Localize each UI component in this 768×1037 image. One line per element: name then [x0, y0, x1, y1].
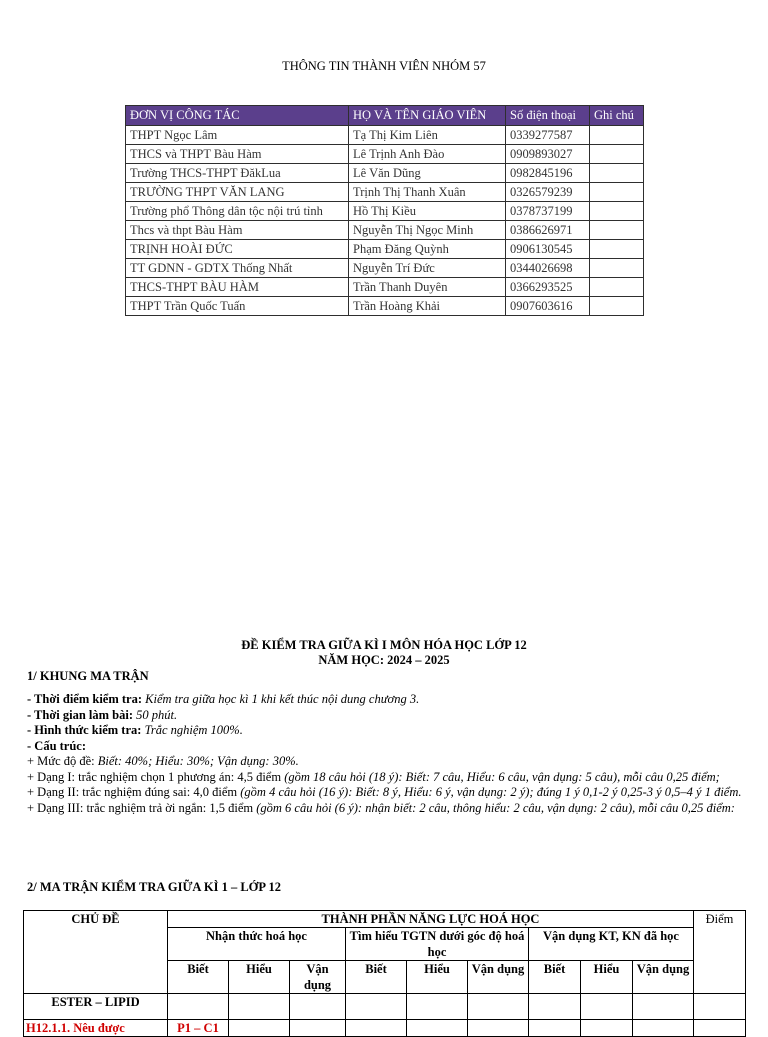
type1-line [27, 770, 752, 786]
cell-phone: 0344026698 [506, 259, 590, 278]
cell-phone: 0909893027 [506, 145, 590, 164]
exam-title [0, 638, 768, 668]
table-row [126, 202, 644, 221]
cell-unit: Trường THCS-THPT ĐăkLua [126, 164, 349, 183]
table-row [126, 126, 644, 145]
type1-detail: (gồm 18 câu hỏi (18 ý): Biết: 7 câu, Hiểu: 6 câu, vận dụng: 5 câu), mỗi câu 0,25 điểm; [284, 769, 720, 784]
level-know-3: Biết [529, 961, 581, 994]
cell-phone: 0982845196 [506, 164, 590, 183]
matrix-group-cognition: Nhận thức hoá học [168, 928, 346, 961]
cell-phone: 0386626971 [506, 221, 590, 240]
members-table-header [126, 106, 644, 126]
members-title: THÔNG TIN THÀNH VIÊN NHÓM 57 [282, 59, 486, 73]
table-row [126, 221, 644, 240]
cell-teacher-name: Lê Trịnh Anh Đào [349, 145, 506, 164]
table-row [126, 164, 644, 183]
structure-line [27, 739, 752, 755]
level-know-1: Biết [168, 961, 229, 994]
exam-title-line2: NĂM HỌC: 2024 – 2025 [318, 653, 450, 667]
cell-note [590, 164, 644, 183]
cell-phone: 0378737199 [506, 202, 590, 221]
matrix-score-header: Điểm [694, 911, 746, 994]
cell-phone: 0326579239 [506, 183, 590, 202]
section1-heading: 1/ KHUNG MA TRẬN [27, 669, 149, 683]
table-row [126, 259, 644, 278]
cell-unit: Thcs và thpt Bàu Hàm [126, 221, 349, 240]
table-row [126, 297, 644, 316]
time-point-value: Kiểm tra giữa học kì 1 khi kết thúc nội dung chương 3. [145, 692, 420, 706]
table-row [126, 183, 644, 202]
cell-note [590, 297, 644, 316]
cell-note [590, 221, 644, 240]
type2-prefix: + Dạng II: trắc nghiệm đúng sai: 4,0 điểm [27, 785, 238, 799]
cell-note [590, 278, 644, 297]
table-row [126, 240, 644, 259]
duration-value: 50 phút. [136, 707, 178, 722]
level-apply-1: Vận dụng [290, 961, 346, 994]
level-value: Biết: 40%; Hiểu: 30%; Vận dụng: 30%. [97, 754, 299, 768]
exam-matrix-table [23, 910, 746, 1037]
cell-phone: 0906130545 [506, 240, 590, 259]
header-unit: ĐƠN VỊ CÔNG TÁC [126, 106, 349, 126]
level-apply-3: Vận dụng [633, 961, 694, 994]
cell-teacher-name: Tạ Thị Kim Liên [349, 126, 506, 145]
level-understand-2: Hiểu [407, 961, 468, 994]
matrix-group-inquiry: Tìm hiểu TGTN dưới góc độ hoá học [346, 928, 529, 961]
cell-teacher-name: Hồ Thị Kiều [349, 202, 506, 221]
cell-unit: THCS và THPT Bàu Hàm [126, 145, 349, 164]
type2-detail: (gồm 4 câu hỏi (16 ý): Biết: 8 ý, Hiểu: 6 ý, vận dụng: 2 ý); đúng 1 ý 0,1-2 ý 0,25-3 ý 0,5–4 ý 1 điểm. [240, 785, 742, 799]
cell-teacher-name: Nguyễn Thị Ngọc Minh [349, 221, 506, 240]
level-understand-3: Hiểu [581, 961, 633, 994]
header-note: Ghi chú [590, 106, 644, 126]
level-prefix: + Mức độ đề: [27, 754, 95, 768]
cell-note [590, 259, 644, 278]
level-know-2: Biết [346, 961, 407, 994]
cell-teacher-name: Trịnh Thị Thanh Xuân [349, 183, 506, 202]
matrix-topic-h12: H12.1.1. Nêu được [24, 1020, 168, 1037]
type3-prefix: + Dạng III: trắc nghiệm trả ời ngắn: 1,5 điểm [27, 800, 254, 815]
cell-phone: 0907603616 [506, 297, 590, 316]
level-apply-2: Vận dụng [468, 961, 529, 994]
matrix-row-ester-lipid [24, 994, 746, 1020]
exam-info [27, 692, 752, 816]
level-line [27, 754, 752, 770]
cell-note [590, 145, 644, 164]
matrix-topic-ester-lipid: ESTER – LIPID [24, 994, 168, 1020]
type3-line [27, 801, 752, 817]
table-row [126, 145, 644, 164]
cell-note [590, 183, 644, 202]
table-row [126, 278, 644, 297]
matrix-header-row1 [24, 911, 746, 928]
cell-note [590, 126, 644, 145]
header-phone: Số điện thoại [506, 106, 590, 126]
cell-unit: THPT Trần Quốc Tuấn [126, 297, 349, 316]
cell-unit: TRỊNH HOÀI ĐỨC [126, 240, 349, 259]
time-point-line [27, 692, 752, 708]
cell-unit: THCS-THPT BÀU HÀM [126, 278, 349, 297]
format-value: Trắc nghiệm 100%. [144, 723, 243, 737]
cell-teacher-name: Trần Hoàng Khải [349, 297, 506, 316]
matrix-row-h12 [24, 1020, 746, 1037]
type3-detail: (gồm 6 câu hỏi (6 ý): nhận biết: 2 câu, thông hiểu: 2 câu, vận dụng: 2 câu), mỗi câu 0,25 điểm: [256, 800, 735, 815]
cell-teacher-name: Lê Văn Dũng [349, 164, 506, 183]
type1-prefix: + Dạng I: trắc nghiệm chọn 1 phương án: 4,5 điểm [27, 769, 282, 784]
section2-heading: 2/ MA TRẬN KIỂM TRA GIỮA KÌ 1 – LỚP 12 [27, 880, 281, 894]
members-table [125, 105, 644, 316]
cell-unit: TRƯỜNG THPT VĂN LANG [126, 183, 349, 202]
time-point-label: - Thời điểm kiểm tra: [27, 692, 143, 706]
cell-note [590, 240, 644, 259]
cell-teacher-name: Phạm Đăng Quỳnh [349, 240, 506, 259]
duration-line [27, 708, 752, 724]
cell-unit: Trường phổ Thông dân tộc nội trú tỉnh [126, 202, 349, 221]
type2-line [27, 785, 752, 801]
exam-title-line1: ĐỀ KIỂM TRA GIỮA KÌ I MÔN HÓA HỌC LỚP 12 [241, 638, 527, 652]
structure-label: - Cấu trúc: [27, 738, 87, 753]
matrix-topic-header: CHỦ ĐỀ [24, 911, 168, 994]
cell-phone: 0366293525 [506, 278, 590, 297]
cell-teacher-name: Trần Thanh Duyên [349, 278, 506, 297]
matrix-cell-p1c1: P1 – C1 [168, 1020, 229, 1037]
format-line [27, 723, 752, 739]
cell-note [590, 202, 644, 221]
cell-teacher-name: Nguyễn Trí Đức [349, 259, 506, 278]
matrix-competency-header: THÀNH PHẦN NĂNG LỰC HOÁ HỌC [168, 911, 694, 928]
cell-phone: 0339277587 [506, 126, 590, 145]
level-understand-1: Hiểu [229, 961, 290, 994]
matrix-group-application: Vận dụng KT, KN đã học [529, 928, 694, 961]
header-teacher-name: HỌ VÀ TÊN GIÁO VIÊN [349, 106, 506, 126]
duration-label: - Thời gian làm bài: [27, 707, 134, 722]
cell-unit: THPT Ngọc Lâm [126, 126, 349, 145]
cell-unit: TT GDNN - GDTX Thống Nhất [126, 259, 349, 278]
format-label: - Hình thức kiểm tra: [27, 723, 142, 737]
